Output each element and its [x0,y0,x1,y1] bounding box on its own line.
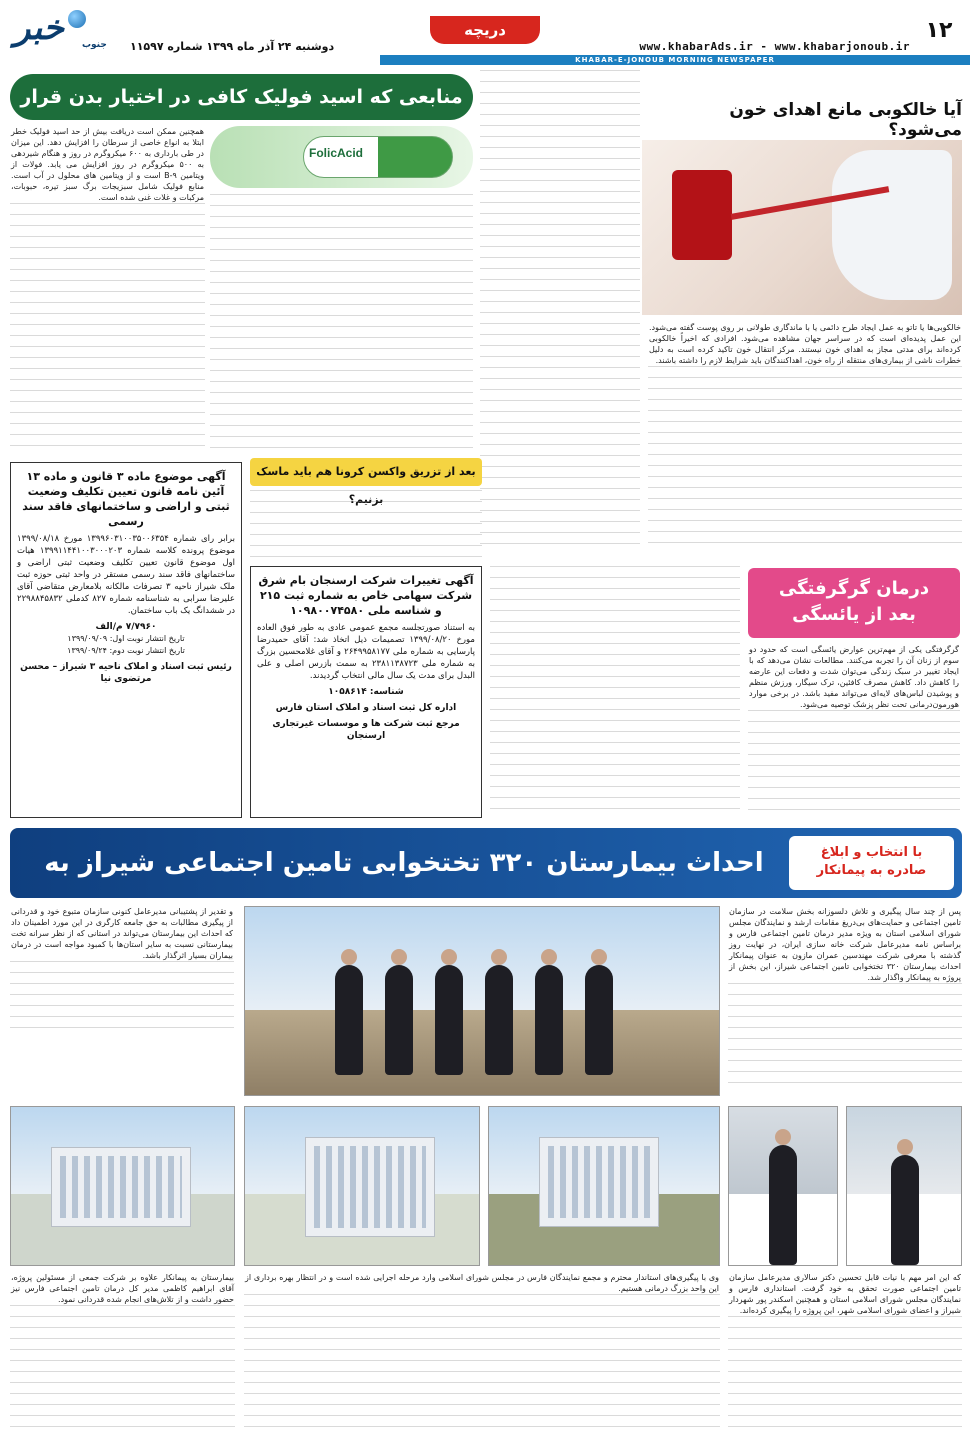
masthead [0,0,970,62]
vaccine-body [250,490,482,560]
blood-donation-photo [642,140,962,315]
hospital-kicker-line2: صادره به پیمانکار [816,863,927,878]
folic-column-1 [10,126,205,456]
official-portrait-2 [846,1106,962,1266]
logo-word: خبر [14,8,65,48]
company-notice-body: به استناد صورتجلسه مجمع عمومی عادی به طور فوق العاده مورخ ۱۳۹۹/۰۸/۲۰ تصمیمات ذیل اتخاذ شد: آقای حمیدرضا پارسایی به شماره ملی ۲۶۴۹۹۵۸۱۷۷ و آقای غلامحسین بزرگ به شماره ملی ۲۳۸۱۱۳۸۷۲۳ به سمت بازرس اصلی و علی البدل برای مدت یک سال مالی انتخاب گردیدند. [257,623,475,681]
menopause-column-right [748,644,960,818]
issue-date: دوشنبه ۲۴ آذر ماه ۱۳۹۹ شماره ۱۱۵۹۷ [130,40,335,53]
page-number: ۱۲ [925,18,953,43]
section-title: دریچه [430,16,540,44]
hospital-kicker [789,836,954,890]
legal-notice-ad [10,462,242,818]
legal-notice-date-second: تاریخ انتشار نوبت دوم: ۱۳۹۹/۰۹/۲۴ [67,646,185,655]
tattoo-article-title: آیا خالکوبی مانع اهدای خون می‌شود؟ [729,100,962,140]
hospital-footer-mid [244,1272,720,1428]
newspaper-tagline-strip: KHABAR-E-JONOUB MORNING NEWSPAPER [380,55,970,65]
company-notice-dept: مرجع ثبت شرکت ها و موسسات غیرتجاری ارسنجان [272,719,460,741]
officials-group-photo [244,906,720,1096]
menopause-title-line1: درمان گرگرفتگی [778,578,930,599]
vaccine-question-heading: بعد از تزریق واکسن کرونا هم باید ماسک بزنیم؟ [250,458,482,486]
folic-body-text: همچنین ممکن است دریافت بیش از حد اسید فولیک خطر ابتلا به انواع خاصی از سرطان را افزایش دهد. این میزان در طی بارداری به ۶۰۰ میکروگرم در روز و هنگام شیردهی به ۵۰۰ میکروگرم در روز افزایش می یابد. فولات از ویتامین B-۹ است و از ویتامین های محلول در آب است. منابع فولیک شامل سبزیجات برگ سبز تیره، حبوبات، مرکبات و غلات غنی شده است. [11,127,205,202]
company-notice-ad [250,566,482,818]
hospital-footer-left-text: بیمارستان به پیمانکار علاوه بر شرکت جمعی از مسئولین پروژه، آقای ابراهیم کاظمی مدیر کل درمان تامین اجتماعی فارس نیز حضور داشت و از تلاش‌های انجام شده قدردانی نمود. [11,1273,234,1304]
company-notice-office: اداره کل ثبت اسناد و املاک استان فارس [275,703,457,713]
menopause-title [748,568,960,638]
hospital-footer-right-text: که این امر مهم با نیات قابل تحسین دکتر سالاری مدیرعامل سازمان تامین اجتماعی صورت تحقق به خود گرفت. استانداری فارس و نمایندگان مجلس شورای اسلامی استان و همچنین اسکندر پور شهردار شیراز و اعضای شورای اسلامی شهر، این پروژه را پیگیری کرده‌اند. [729,1273,961,1315]
newspaper-logo [6,4,116,56]
menopause-body-text: گرگرفتگی یکی از مهم‌ترین عوارض یائسگی است که حدود دو سوم از زنان آن را تجربه می‌کنند. مطالعات نشان می‌دهد که با ایجاد تغییر در سبک زندگی می‌توان شدت و دفعات این عارضه را کاهش داد. کاهش مصرف کافئین، ترک سیگار، ورزش منظم و پوشیدن لباس‌های لایه‌ای می‌تواند مفید باشد. در برخی موارد هورمون‌درمانی تحت نظر پزشک توصیه می‌شود. [749,645,959,709]
globe-icon [68,10,86,28]
tattoo-blood-article [480,70,962,550]
legal-notice-date-first: تاریخ انتشار نوبت اول: ۱۳۹۹/۰۹/۰۹ [67,634,185,643]
hospital-footer-left [10,1272,235,1428]
folic-image-label: FolicAcid [308,146,363,160]
hospital-kicker-line1: با انتخاب و ابلاغ [820,845,923,860]
legal-notice-title: آگهی موضوع ماده ۳ قانون و ماده ۱۳ آئین نامه قانون تعیین تکلیف وضعیت ثبتی و اراضی و ساختمانهای فاقد سند رسمی [22,470,230,528]
hospital-body-left: و تقدیر از پشتیبانی مدیرعامل کنونی سازمان متبوع خود و قدردانی از پیگیری مطالبات به حق جامعه کارگری در این مورد اطمینان داد که احداث این بیمارستان می‌تواند در استانی که از نظر سرانه تخت بیمارستانی نسبت به سایر استان‌ها با کمبود مواجه است در درمان بیماران بسیار اثرگذار باشد. [11,907,233,960]
company-notice-title: آگهی تغییرات شرکت ارسنجان بام شرق شرکت سهامی خاص به شماره ثبت ۲۱۵ و شناسه ملی ۱۰۹۸۰۰۷۴۵۸۰ [258,574,474,617]
company-notice-id: شناسه: ۱۰۵۸۶۱۴ [328,687,404,697]
hospital-render-photo-1 [10,1106,235,1266]
hospital-render-photo-3 [488,1106,720,1266]
hospital-column-left [10,906,234,1036]
folic-article-title: منابعی که اسید فولیک کافی در اختیار بدن قرار [10,74,473,120]
glove-hand [832,150,952,300]
tattoo-body-text: خالکوبی‌ها یا تاتو به عمل ایجاد طرح دائمی یا با ماندگاری طولانی بر روی پوست گفته می‌شود. این عمل پدیده‌ای است که در سراسر جهان مشاهده می‌شود. افرادی که اخیراً خالکوبی کرده‌اند برای مدتی مجاز به اهدای خون نیستند. مرکز انتقال خون تاکید کرده است به دلیل خطرات ناشی از بیماری‌های منتقله از راه خون، اهداکنندگان باید شرایط لازم را داشته باشند. [649,323,961,365]
tattoo-column-left [480,70,640,550]
hospital-render-photo-2 [244,1106,480,1266]
hospital-headline-banner [10,828,962,898]
tattoo-column-main [648,322,962,550]
blood-bag-icon [672,170,732,260]
hospital-headline: احداث بیمارستان ۳۲۰ تختخوابی تامین اجتماعی شیراز به [44,848,764,878]
folic-column-2 [210,194,473,456]
hospital-footer-right [728,1272,962,1428]
legal-notice-body: برابر رای شماره ۱۳۹۹۶۰۳۱۰۰۳۵۰۰۶۳۵۴ مورخ ۱۳۹۹/۰۸/۱۸ موضوع پرونده کلاسه شماره ۱۳۹۹۱۱۴۴۱۰۰۳۰۰۰۲۰۳ هیات اول موضوع قانون تعیین تکلیف وضعیت ثبتی اراضی و ساختمانهای فاقد سند رسمی مستقر در واحد ثبتی حوزه ثبت ملک شیراز ناحیه ۳ تصرفات مالکانه بلامعارض متقاضی آقای علیرضا سرابی به شناسنامه شماره ۸۲۷ کدملی ۲۲۹۸۸۴۵۸۳۲ در ششدانگ یک باب ساختمان. [17,534,236,616]
folic-capsule-image [210,126,473,188]
legal-notice-code: ۷/۷۹۶۰ م/الف [95,622,157,632]
website-urls[interactable]: www.khabarAds.ir - www.khabarjonoub.ir [639,40,910,53]
hospital-column-right [728,906,962,1086]
legal-notice-signer: رئیس ثبت اسناد و املاک ناحیه ۳ شیراز – محسن مرتضوی نیا [20,662,232,684]
official-portrait-1 [728,1106,838,1266]
logo-sub: جنوب [82,40,107,50]
folic-acid-article [10,70,473,460]
menopause-column-left [490,566,740,818]
hospital-footer-mid-text: وی با پیگیری‌های استاندار محترم و مجمع نمایندگان فارس در مجلس شورای اسلامی وارد مرحله اجرایی شده است و در انتظار بهره برداری از این واحد بزرگ درمانی هستیم. [245,1273,719,1293]
hospital-body-right: پس از چند سال پیگیری و تلاش دلسوزانه بخش سلامت در سازمان تامین اجتماعی و حمایت‌های بی‌دریغ مقامات ارشد و نمایندگان مجلس شورای اسلامی استان به ویژه مدیر درمان تامین اجتماعی فارس و براساس نامه مدیرعامل شرکت خانه سازی ایران، در نهایت روز گذشته با معرفی شرکت مهندسین عمران مازون به عنوان پیمانکار احداث بیمارستان ۳۲۰ تختخوابی تامین اجتماعی شیراز، این بخش از پروژه به پیمانکار واگذار شد. [729,907,962,982]
menopause-title-line2: بعد از یائسگی [792,604,916,625]
